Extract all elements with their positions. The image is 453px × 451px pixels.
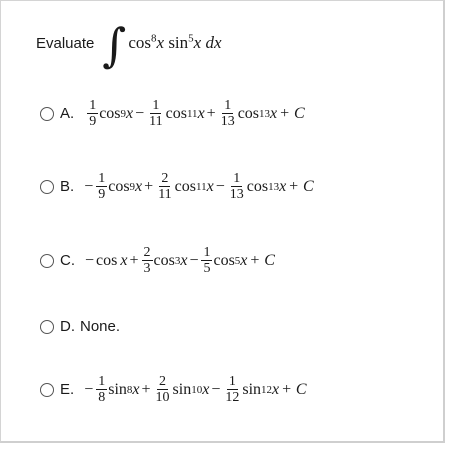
integrand-cos-exponent: 8 — [151, 32, 157, 45]
option-a-term-2: − $\frac{1}{11}$ cos 11 x — [135, 98, 205, 130]
option-b-radio[interactable] — [40, 180, 54, 194]
integrand-differential: dx — [205, 33, 222, 52]
option-c-lead-term: − cos x — [85, 251, 128, 269]
option-d-text: None. — [80, 318, 121, 335]
option-e-constant: + C — [281, 380, 307, 398]
option-c-letter: C. — [60, 252, 75, 270]
option-e-expression — [82, 374, 306, 406]
option-e-term-1: − $\frac{1}{8}$ sin 8 x — [84, 374, 140, 406]
integrand-sin: sin — [168, 33, 189, 52]
integrand-var-1: x — [156, 33, 165, 52]
question-label: Evaluate — [36, 34, 95, 52]
option-b-term-3: − $\frac{1}{13}$ cos 13 x — [215, 171, 287, 203]
option-a[interactable] — [40, 98, 305, 130]
integrand-sin-exponent: 5 — [188, 32, 194, 45]
option-b-letter: B. — [60, 178, 75, 196]
option-e-letter: E. — [60, 381, 75, 399]
option-d-letter: D. — [60, 318, 75, 335]
option-b-term-2: + $\frac{2}{11}$ cos 11 x — [144, 171, 214, 203]
option-e-term-2: + $\frac{2}{10}$ sin 10 x — [141, 374, 210, 406]
option-c[interactable] — [40, 245, 275, 277]
option-d-radio[interactable] — [40, 320, 54, 334]
option-a-constant: + C — [279, 104, 305, 122]
integrand-cos: cos — [128, 33, 152, 52]
integrand-var-2: x — [193, 33, 202, 52]
option-e-term-3: − $\frac{1}{12}$ sin 12 x — [211, 374, 280, 406]
option-e-radio[interactable] — [40, 383, 54, 397]
integrand — [128, 33, 221, 53]
option-a-term-3: + $\frac{1}{13}$ cos 13 x — [206, 98, 278, 130]
option-a-expression — [82, 98, 304, 130]
option-a-term-1: $\frac{1}{9}$ cos 9 x — [89, 98, 134, 130]
integral-sign: ∫ — [102, 18, 127, 72]
option-c-constant: + C — [249, 251, 275, 269]
option-c-expression — [83, 245, 275, 277]
question-prompt — [36, 18, 222, 72]
option-b-term-1: − $\frac{1}{9}$ cos 9 x — [84, 171, 143, 203]
option-b[interactable] — [40, 171, 314, 203]
option-c-term-2: − $\frac{1}{5}$ cos 5 x — [189, 245, 248, 277]
option-b-expression — [82, 171, 313, 203]
option-c-radio[interactable] — [40, 254, 54, 268]
option-a-letter: A. — [60, 105, 75, 123]
option-a-radio[interactable] — [40, 107, 54, 121]
option-d[interactable] — [40, 318, 120, 335]
option-b-constant: + C — [288, 177, 314, 195]
option-c-term-1: + $\frac{2}{3}$ cos 3 x — [129, 245, 188, 277]
option-e[interactable] — [40, 374, 307, 406]
